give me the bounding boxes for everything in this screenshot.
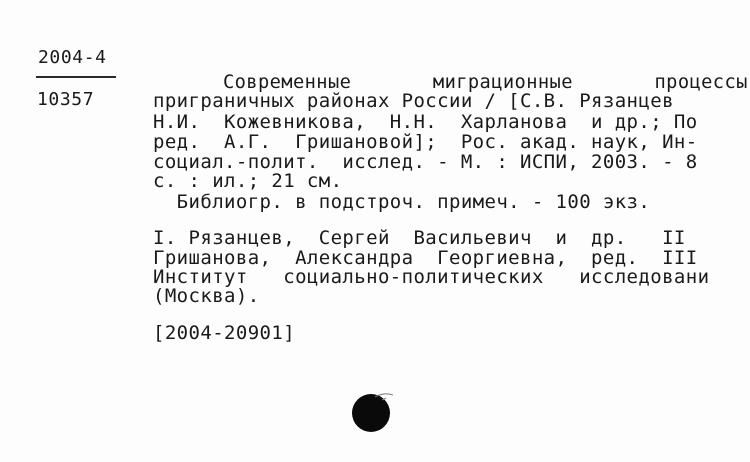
body-line-6: с. : ил.; 21 см.	[153, 170, 343, 192]
index-line-3: Институт социально-политических исследовани	[153, 266, 710, 288]
punch-hole	[351, 391, 393, 433]
record-number: 10357	[37, 89, 95, 110]
index-line-1: I. Рязанцев, Сергей Васильевич и др. II	[153, 227, 686, 249]
index-line-4: (Москва).	[153, 285, 260, 307]
body-line-3: Н.И. Кожевникова, Н.Н. Харланова и др.; По	[153, 111, 698, 133]
index-line-2: Гришанова, Александра Георгиевна, ред. III	[153, 247, 698, 269]
body-line-2: приграничных районах России / [С.В. Рязанцев	[153, 90, 674, 112]
body-line-4: ред. А.Г. Гришановой]; Рос. акад. наук, Ин-	[153, 131, 698, 153]
date-code: 2004-4	[38, 47, 107, 68]
body-line-7: Библиогр. в подстроч. примеч. - 100 экз.	[153, 191, 651, 213]
control-number: [2004-20901]	[153, 322, 296, 344]
divider-rule	[36, 76, 116, 78]
body-line-1: Современные миграционные процессы	[153, 71, 748, 93]
body-line-5: социал.-полит. исслед. - М. : ИСПИ, 2003. - 8	[153, 151, 698, 173]
